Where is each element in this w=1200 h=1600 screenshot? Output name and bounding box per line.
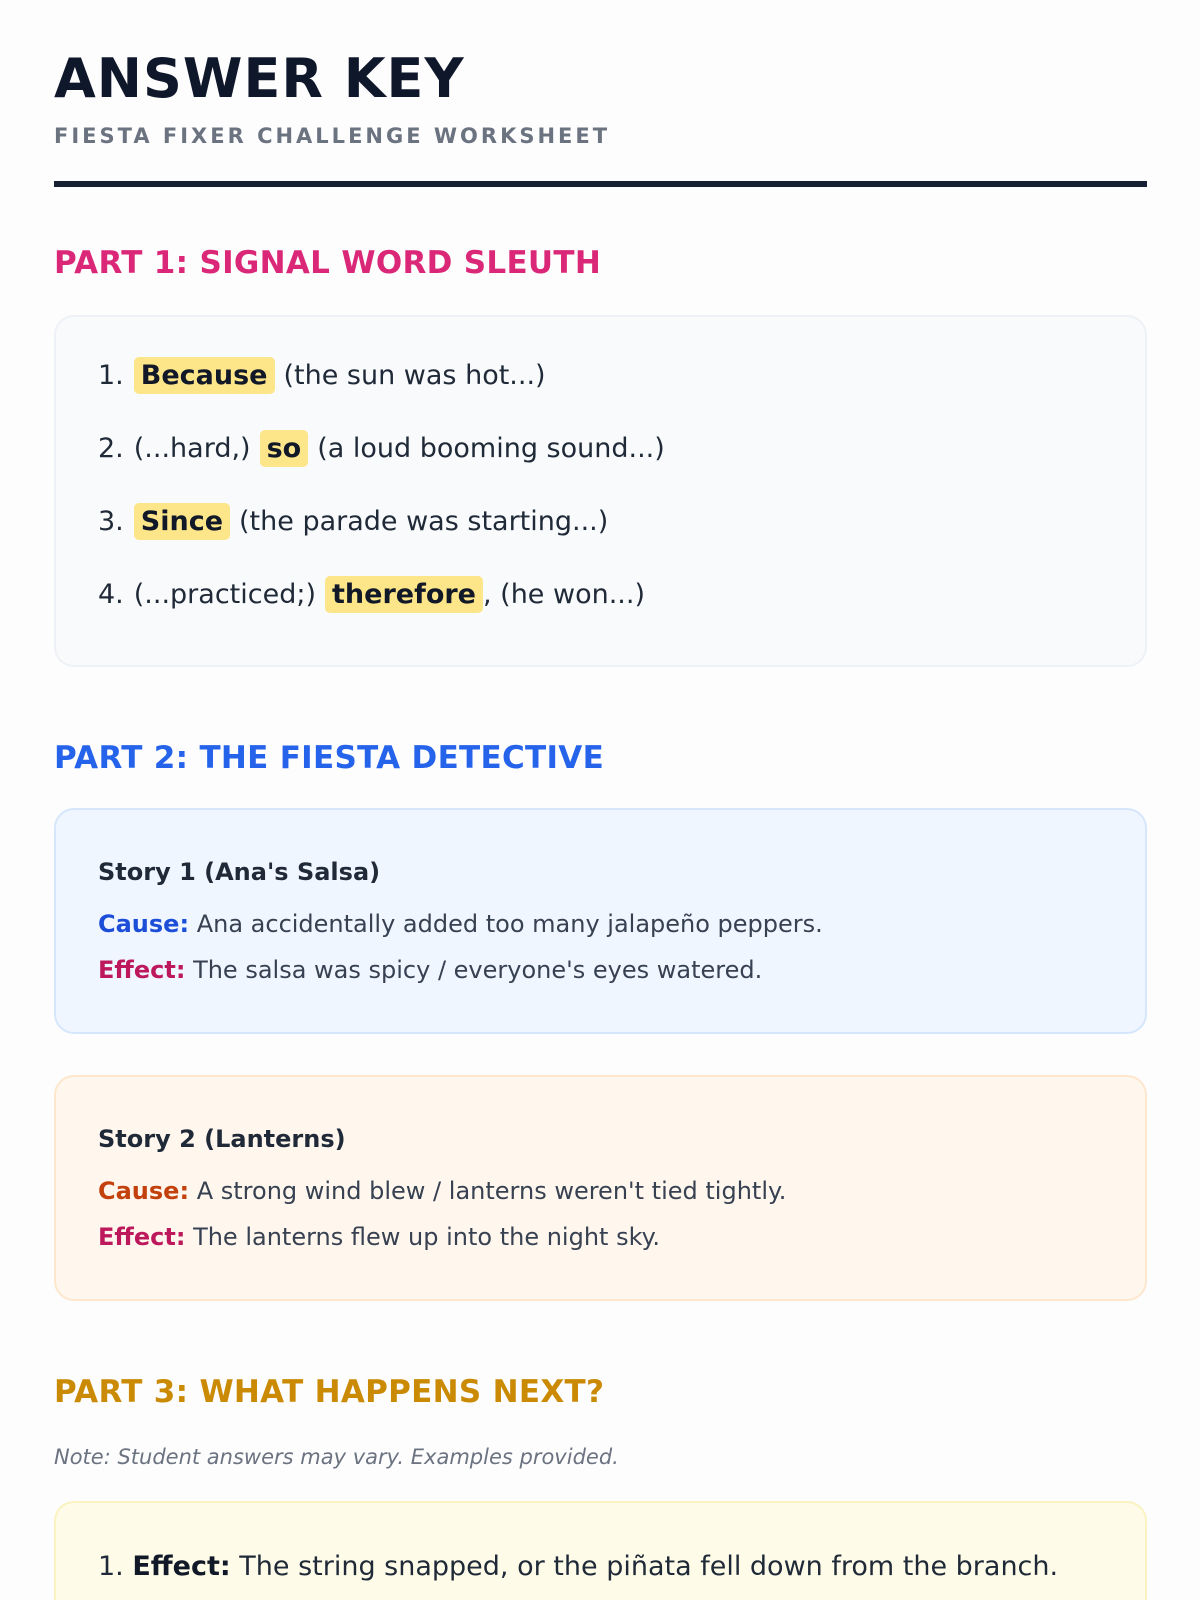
part1-item	[98, 503, 608, 540]
story-title: Story 2 (Lanterns)	[98, 1125, 346, 1153]
page-title: ANSWER KEY	[54, 47, 465, 110]
part3-note: Note: Student answers may vary. Examples provided.	[54, 1445, 619, 1469]
effect-text: The lanterns flew up into the night sky.	[193, 1223, 661, 1251]
item-number: 1.	[98, 360, 124, 391]
part1-heading: PART 1: SIGNAL WORD SLEUTH	[54, 245, 602, 281]
item-context: (the parade was starting...)	[239, 506, 609, 537]
cause-text: A strong wind blew / lanterns weren't tied tightly.	[196, 1177, 787, 1205]
signal-word-highlight: Since	[134, 503, 230, 540]
item-context: (a loud booming sound...)	[317, 433, 665, 464]
effect-line	[98, 1223, 660, 1251]
part1-item	[98, 430, 665, 467]
part3-answers-card	[54, 1501, 1147, 1600]
signal-word-highlight: therefore	[325, 576, 483, 613]
item-context: , (he won...)	[483, 579, 645, 610]
item-number: 3.	[98, 506, 124, 537]
cause-label: Cause:	[98, 1177, 190, 1205]
story-title: Story 1 (Ana's Salsa)	[98, 858, 381, 886]
effect-line	[98, 956, 762, 984]
effect-label: Effect:	[98, 956, 186, 984]
item-context-before: (...hard,)	[133, 433, 251, 464]
effect-label: Effect:	[98, 1223, 186, 1251]
item-context-before: (...practiced;)	[133, 579, 316, 610]
cause-line	[98, 910, 823, 938]
part3-heading: PART 3: WHAT HAPPENS NEXT?	[54, 1374, 605, 1410]
part1-item	[98, 357, 546, 394]
story-card-2	[54, 1075, 1147, 1301]
signal-word-highlight: Because	[134, 357, 275, 394]
item-context: (the sun was hot...)	[283, 360, 546, 391]
item-number: 2.	[98, 433, 124, 464]
signal-word-highlight: so	[260, 430, 309, 467]
cause-label: Cause:	[98, 910, 190, 938]
effect-text: The string snapped, or the piñata fell down from the branch.	[239, 1551, 1059, 1582]
item-number: 1.	[98, 1551, 124, 1582]
part3-item	[98, 1551, 1058, 1582]
effect-label: Effect:	[132, 1551, 231, 1582]
part1-item	[98, 576, 645, 613]
effect-text: The salsa was spicy / everyone's eyes watered.	[193, 956, 763, 984]
part2-heading: PART 2: THE FIESTA DETECTIVE	[54, 740, 605, 776]
header-divider	[54, 181, 1147, 187]
item-number: 4.	[98, 579, 124, 610]
story-card-1	[54, 808, 1147, 1034]
page-subtitle: FIESTA FIXER CHALLENGE WORKSHEET	[54, 124, 611, 148]
cause-line	[98, 1177, 786, 1205]
cause-text: Ana accidentally added too many jalapeño peppers.	[196, 910, 823, 938]
part1-answers-card	[54, 315, 1147, 667]
